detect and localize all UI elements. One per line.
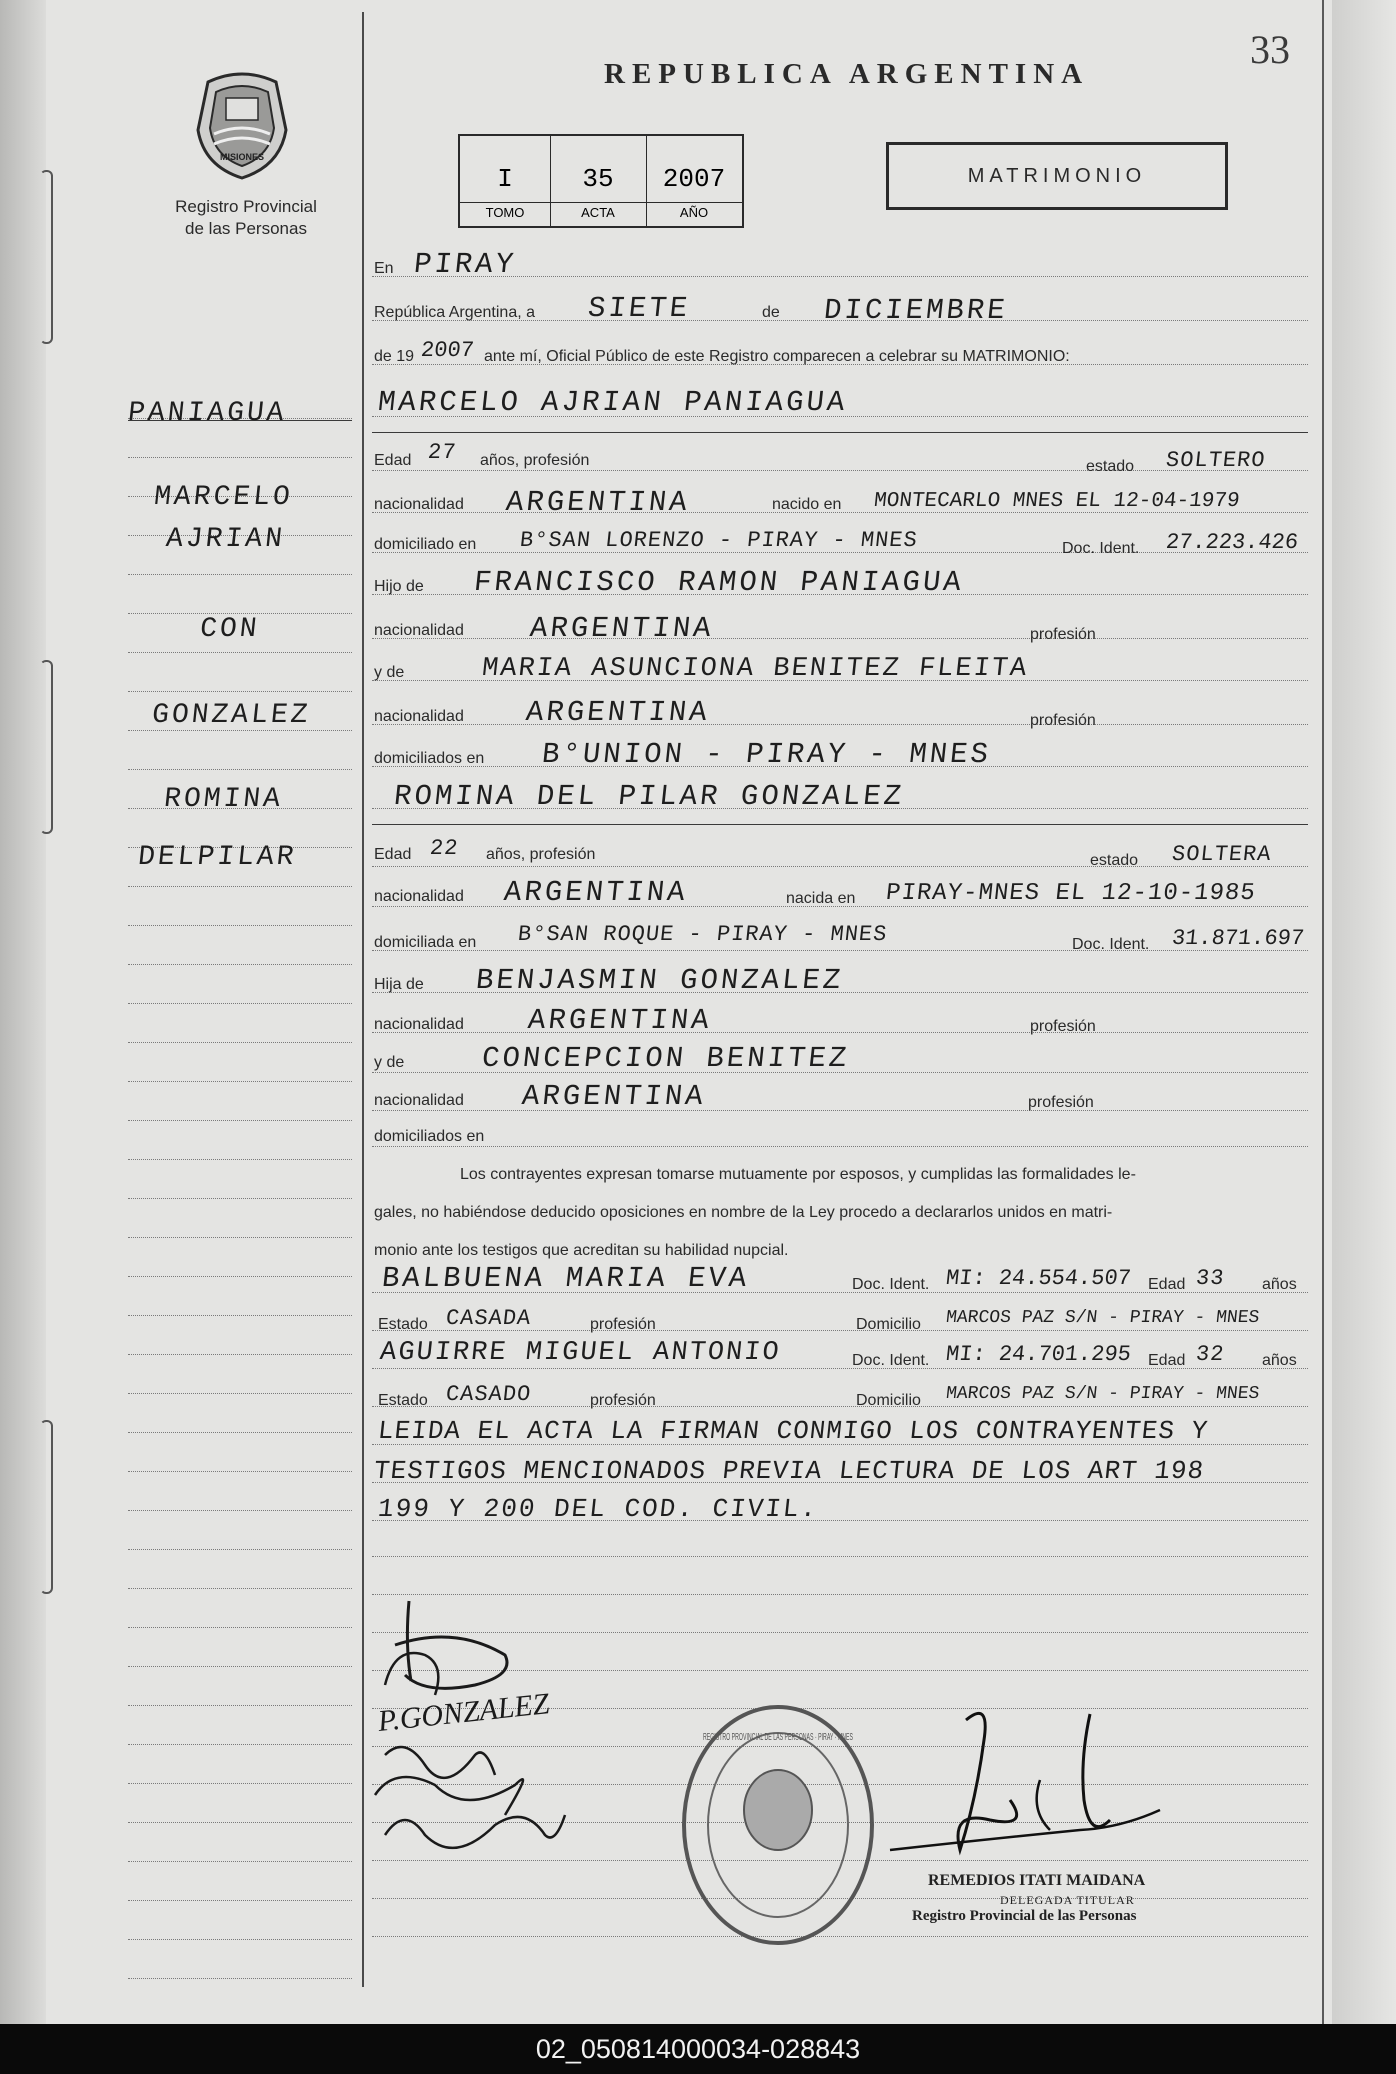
label-nacionalidad: nacionalidad xyxy=(374,1092,464,1109)
label-edad: Edad xyxy=(374,846,412,863)
label-y-de: y de xyxy=(374,1054,405,1071)
label-doc-ident: Doc. Ident. xyxy=(1072,936,1150,953)
margin-surname-groom: PANIAGUA xyxy=(126,398,289,429)
year-value: 2007 xyxy=(419,338,476,363)
label-profesion: profesión xyxy=(1030,626,1096,643)
margin-rule xyxy=(128,691,352,692)
declaration-line-1: Los contrayentes expresan tomarse mutuamente por esposos, y cumplidas las formalidades le- xyxy=(460,1166,1136,1183)
margin-rule xyxy=(128,1354,352,1355)
margin-rule xyxy=(128,1042,352,1043)
margin-rule xyxy=(128,457,352,458)
margin-rule xyxy=(128,1159,352,1160)
margin-rule xyxy=(128,1432,352,1433)
bride-doc: 31.871.697 xyxy=(1170,926,1306,951)
anio-label: AÑO xyxy=(646,202,742,220)
bride-nacimiento: PIRAY-MNES EL 12-10-1985 xyxy=(884,880,1258,907)
binding-clip xyxy=(40,1420,53,1594)
official-stamp-icon xyxy=(678,1700,878,1950)
margin-surname-bride: GONZALEZ xyxy=(150,700,313,731)
bride-father-nac: ARGENTINA xyxy=(526,1004,714,1037)
label-edad: Edad xyxy=(1148,1276,1186,1293)
label-estado: estado xyxy=(1090,852,1139,869)
label-nacida-en: nacida en xyxy=(786,890,856,907)
emblem-text: MISIONES xyxy=(219,152,265,162)
groom-mother-nac: ARGENTINA xyxy=(524,696,712,729)
label-hijo-de: Hijo de xyxy=(374,578,424,595)
margin-rule xyxy=(128,1939,352,1940)
body-rule xyxy=(372,866,1308,867)
margin-name-4: DELPILAR xyxy=(136,842,299,873)
margin-rule xyxy=(128,1315,352,1316)
groom-father-nac: ARGENTINA xyxy=(528,612,716,645)
acta-cell xyxy=(550,136,647,226)
bride-age: 22 xyxy=(428,836,460,861)
label-domiciliada-en: domiciliada en xyxy=(374,934,477,951)
registry-line-2: de las Personas xyxy=(185,219,307,238)
record-reference-box xyxy=(458,134,744,228)
section-rule xyxy=(372,432,1308,433)
margin-rule xyxy=(128,574,352,575)
label-nacionalidad: nacionalidad xyxy=(374,496,464,513)
margin-rule xyxy=(128,1822,352,1823)
witness-2-age: 32 xyxy=(1194,1342,1226,1367)
signature-gonzalez: P.GONZALEZ xyxy=(376,1687,551,1738)
witness-1-domicilio: MARCOS PAZ S/N - PIRAY - MNES xyxy=(944,1308,1261,1328)
margin-rule xyxy=(128,1978,352,1979)
margin-rule xyxy=(128,1276,352,1277)
note-line-1: LEIDA EL ACTA LA FIRMAN CONMIGO LOS CONTRAYENTES Y xyxy=(376,1416,1210,1446)
label-republica: República Argentina, a xyxy=(374,304,535,321)
anio-value: 2007 xyxy=(662,164,726,194)
bride-father: BENJASMIN GONZALEZ xyxy=(474,964,845,997)
label-anios: años xyxy=(1262,1352,1297,1369)
groom-domicilio: B°SAN LORENZO - PIRAY - MNES xyxy=(518,528,919,553)
label-nacionalidad: nacionalidad xyxy=(374,888,464,905)
groom-estado: SOLTERO xyxy=(1164,448,1267,473)
anio-cell xyxy=(646,136,742,226)
margin-rule xyxy=(128,1744,352,1745)
column-divider xyxy=(362,12,364,1987)
label-anios: años xyxy=(1262,1276,1297,1293)
page-right-fold xyxy=(1332,0,1396,2024)
margin-rule xyxy=(128,1588,352,1589)
label-estado: estado xyxy=(1086,458,1135,475)
witness-2-estado: CASADO xyxy=(444,1382,533,1407)
bride-name: ROMINA DEL PILAR GONZALEZ xyxy=(392,780,906,813)
margin-name-3: ROMINA xyxy=(162,784,285,815)
witness-1-doc: MI: 24.554.507 xyxy=(944,1266,1133,1291)
label-de-19: de 19 xyxy=(374,348,415,365)
page-right-edge xyxy=(1322,0,1324,2024)
margin-con: CON xyxy=(198,614,262,645)
margin-rule xyxy=(128,1861,352,1862)
witness-1-name: BALBUENA MARIA EVA xyxy=(380,1262,751,1295)
label-doc-ident: Doc. Ident. xyxy=(852,1276,930,1293)
note-line-2: TESTIGOS MENCIONADOS PREVIA LECTURA DE LOS ART 198 xyxy=(372,1456,1206,1486)
place-value: PIRAY xyxy=(412,248,518,281)
groom-father: FRANCISCO RAMON PANIAGUA xyxy=(472,566,966,599)
label-en: En xyxy=(374,260,394,277)
contrayentes-signatures xyxy=(365,1585,645,1885)
margin-rule xyxy=(128,652,352,653)
tomo-cell xyxy=(460,136,551,226)
witness-2-name: AGUIRRE MIGUEL ANTONIO xyxy=(378,1338,783,1368)
declaration-line-2: gales, no habiéndose deducido oposiciones en nombre de la Ley procedo a declararlos unidos en matri- xyxy=(374,1204,1113,1221)
record-type-box: MATRIMONIO xyxy=(886,142,1228,210)
margin-rule xyxy=(128,1510,352,1511)
margin-rule xyxy=(128,1627,352,1628)
official-name: REMEDIOS ITATI MAIDANA xyxy=(928,1872,1146,1889)
body-rule xyxy=(372,1146,1308,1147)
margin-rule xyxy=(128,1003,352,1004)
groom-nacionalidad: ARGENTINA xyxy=(504,486,692,519)
margin-rule xyxy=(128,1120,352,1121)
label-domiciliados-en: domiciliados en xyxy=(374,750,485,767)
bride-estado: SOLTERA xyxy=(1170,842,1273,867)
label-hija-de: Hija de xyxy=(374,976,424,993)
bride-nacionalidad: ARGENTINA xyxy=(502,876,690,909)
label-nacionalidad: nacionalidad xyxy=(374,708,464,725)
margin-rule xyxy=(128,1783,352,1784)
witness-1-age: 33 xyxy=(1194,1266,1226,1291)
margin-rule xyxy=(128,1471,352,1472)
label-anios-profesion: años, profesión xyxy=(486,846,596,863)
label-y-de: y de xyxy=(374,664,405,681)
margin-rule xyxy=(128,1666,352,1667)
label-domicilio: Domicilio xyxy=(856,1392,921,1409)
label-domiciliado-en: domiciliado en xyxy=(374,536,477,553)
label-edad: Edad xyxy=(1148,1352,1186,1369)
label-estado: Estado xyxy=(378,1392,428,1409)
margin-rule xyxy=(128,964,352,965)
witness-2-doc: MI: 24.701.295 xyxy=(944,1342,1133,1367)
margin-rule xyxy=(128,1549,352,1550)
page-title: REPUBLICA ARGENTINA xyxy=(604,58,1090,90)
declaration-line-3: monio ante los testigos que acreditan su habilidad nupcial. xyxy=(374,1242,789,1259)
label-de: de xyxy=(762,304,780,321)
margin-rule xyxy=(128,1705,352,1706)
acta-label: ACTA xyxy=(550,202,646,220)
label-domiciliados-en: domiciliados en xyxy=(374,1128,485,1145)
bride-domicilio: B°SAN ROQUE - PIRAY - MNES xyxy=(516,922,889,947)
groom-doc: 27.223.426 xyxy=(1164,530,1300,555)
groom-parents-domicilio: B°UNION - PIRAY - MNES xyxy=(540,738,993,771)
bride-mother-nac: ARGENTINA xyxy=(520,1080,708,1113)
stamp-text: REGISTRO PROVINCIAL DE LAS PERSONAS · PIRAY · MNES xyxy=(703,1732,854,1743)
margin-rule xyxy=(128,1081,352,1082)
binding-clip xyxy=(40,170,53,344)
label-profesion: profesión xyxy=(590,1316,656,1333)
label-nacionalidad: nacionalidad xyxy=(374,622,464,639)
section-rule xyxy=(372,824,1308,825)
page-number: 33 xyxy=(1250,27,1290,72)
label-profesion: profesión xyxy=(1030,712,1096,729)
month-value: DICIEMBRE xyxy=(822,294,1010,327)
label-doc-ident: Doc. Ident. xyxy=(852,1352,930,1369)
body-rule xyxy=(372,724,1308,725)
document-id-footer: 02_050814000034-028843 xyxy=(0,2024,1396,2074)
tomo-label: TOMO xyxy=(460,202,550,220)
body-rule xyxy=(372,950,1308,951)
margin-rule xyxy=(128,769,352,770)
label-ante-mi: ante mí, Oficial Público de este Registro comparecen a celebrar su MATRIMONIO: xyxy=(484,348,1070,365)
label-nacionalidad: nacionalidad xyxy=(374,1016,464,1033)
margin-rule xyxy=(128,1393,352,1394)
margin-name-2: AJRIAN xyxy=(164,524,287,555)
registry-line-1: Registro Provincial xyxy=(175,197,317,216)
label-nacido-en: nacido en xyxy=(772,496,842,513)
label-doc-ident: Doc. Ident. xyxy=(1062,540,1140,557)
label-edad: Edad xyxy=(374,452,412,469)
note-line-3: 199 Y 200 DEL COD. CIVIL. xyxy=(376,1494,820,1524)
margin-rule xyxy=(128,1198,352,1199)
day-value: SIETE xyxy=(586,292,692,325)
label-profesion: profesión xyxy=(1028,1094,1094,1111)
groom-name: MARCELO AJRIAN PANIAGUA xyxy=(376,386,849,419)
acta-value: 35 xyxy=(582,164,614,194)
margin-rule xyxy=(128,925,352,926)
margin-name-1: MARCELO xyxy=(152,482,295,513)
official-role: DELEGADA TITULAR xyxy=(1000,1893,1135,1907)
bride-mother: CONCEPCION BENITEZ xyxy=(480,1042,851,1075)
tomo-value: I xyxy=(497,164,513,194)
body-rule xyxy=(372,638,1308,639)
margin-rule xyxy=(128,886,352,887)
label-profesion: profesión xyxy=(590,1392,656,1409)
witness-1-estado: CASADA xyxy=(444,1306,533,1331)
official-signature xyxy=(880,1700,1200,1870)
label-estado: Estado xyxy=(378,1316,428,1333)
groom-nacimiento: MONTECARLO MNES EL 12-04-1979 xyxy=(872,490,1241,513)
binding-clip xyxy=(40,660,53,834)
groom-mother: MARIA ASUNCIONA BENITEZ FLEITA xyxy=(480,654,1030,684)
registry-label xyxy=(150,196,342,240)
label-anios-profesion: años, profesión xyxy=(480,452,590,469)
body-rule xyxy=(372,1556,1308,1557)
groom-age: 27 xyxy=(426,440,458,465)
official-registry: Registro Provincial de las Personas xyxy=(912,1908,1137,1924)
label-profesion: profesión xyxy=(1030,1018,1096,1035)
margin-rule xyxy=(128,1900,352,1901)
misiones-emblem-icon xyxy=(190,70,294,180)
body-rule xyxy=(372,1110,1308,1111)
body-rule xyxy=(372,1032,1308,1033)
witness-2-domicilio: MARCOS PAZ S/N - PIRAY - MNES xyxy=(944,1384,1261,1404)
label-domicilio: Domicilio xyxy=(856,1316,921,1333)
margin-rule xyxy=(128,1237,352,1238)
